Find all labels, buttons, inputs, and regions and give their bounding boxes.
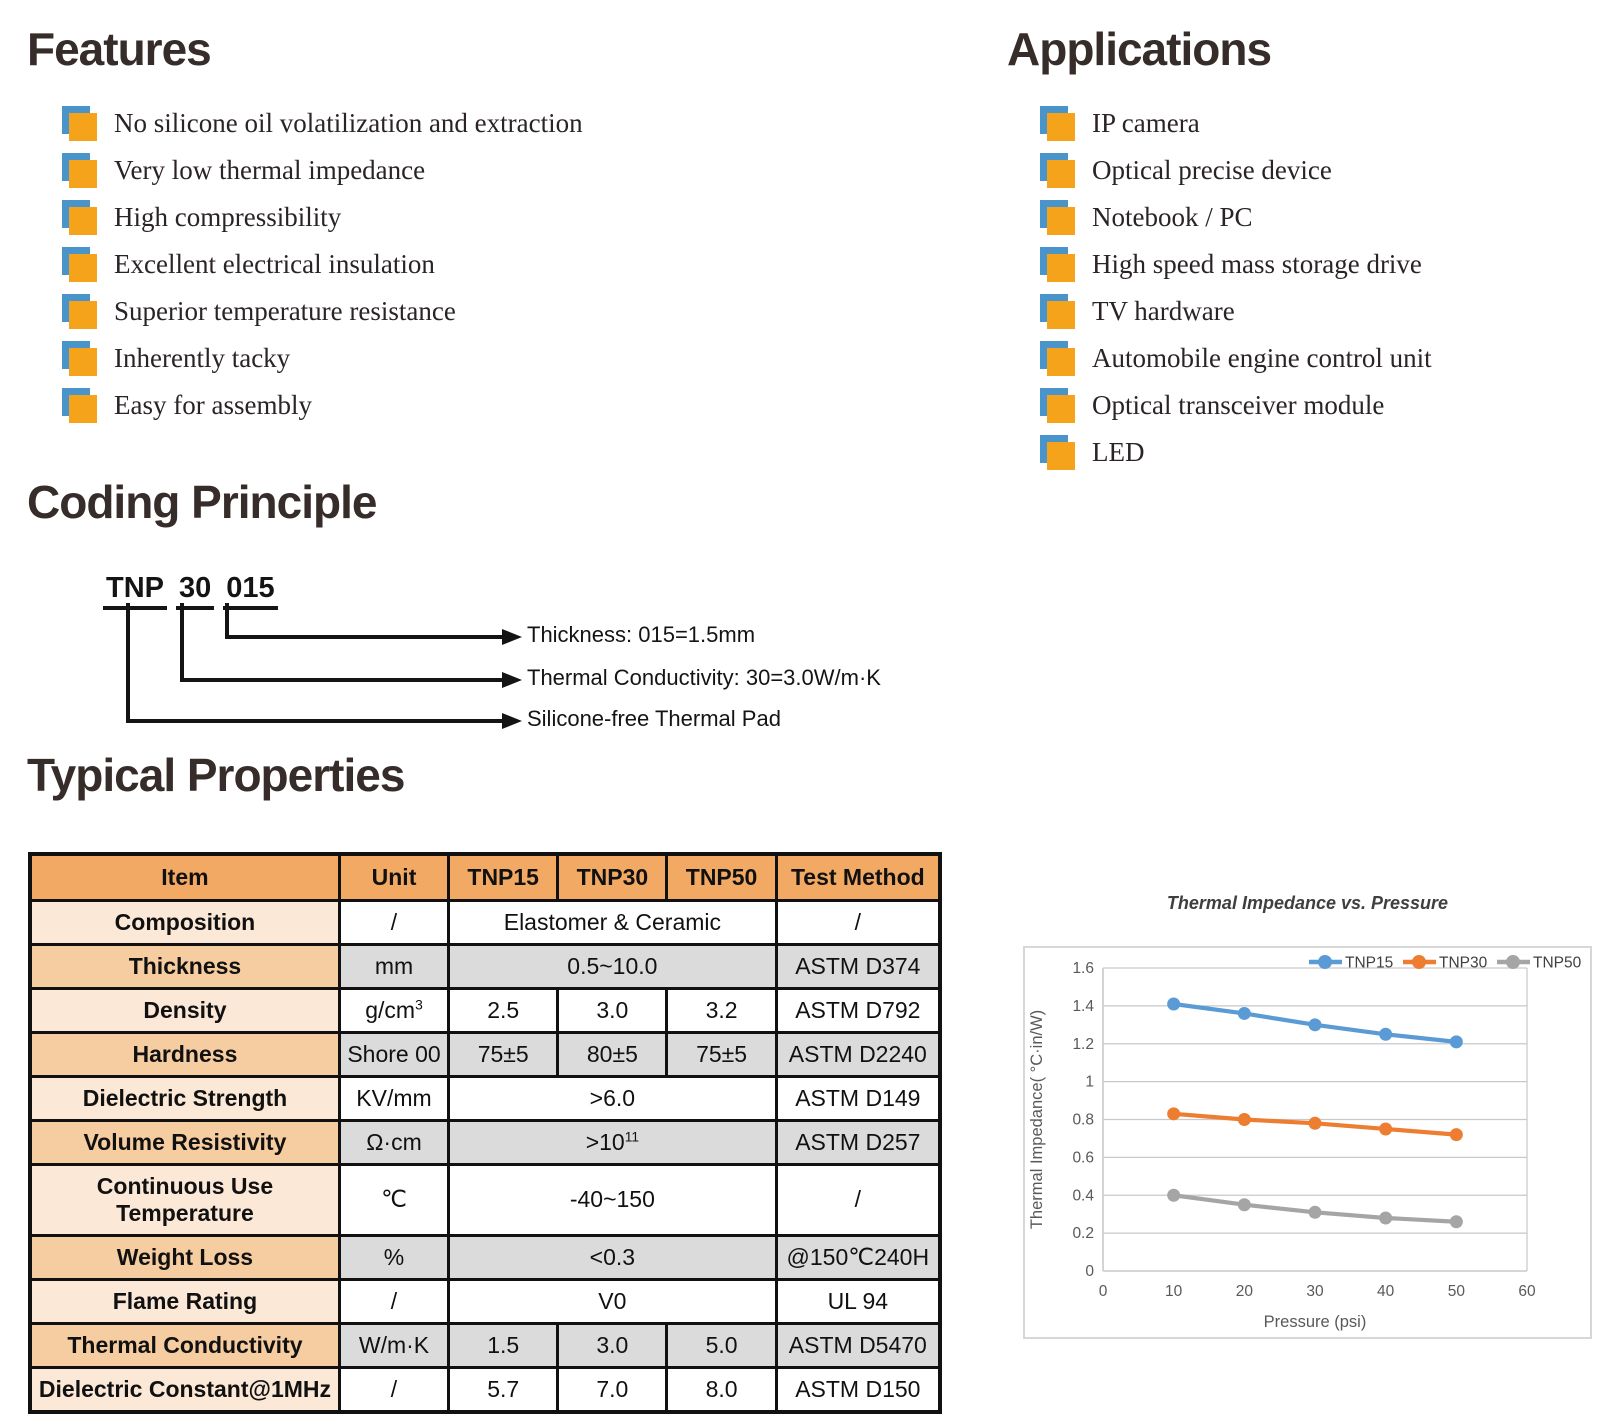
- square-bullet-icon: [62, 106, 98, 142]
- square-bullet-icon: [62, 388, 98, 424]
- square-bullet-icon: [62, 294, 98, 330]
- feature-item-label: No silicone oil volatilization and extraction: [114, 108, 583, 138]
- column-header: TNP50: [667, 854, 776, 901]
- test-method-cell: @150℃240H: [776, 1236, 940, 1280]
- thermal-impedance-chart: [1025, 948, 1590, 1337]
- applications-heading: Applications: [1007, 23, 1272, 75]
- arrowhead-icon: [502, 629, 522, 645]
- code-label-thickness: Thickness: 015=1.5mm: [527, 622, 756, 647]
- data-point-TNP30: [1450, 1128, 1463, 1141]
- table-row: [30, 1121, 940, 1165]
- leader-line-conductivity: [182, 603, 504, 680]
- typical-properties-heading: Typical Properties: [27, 749, 405, 801]
- x-tick-label: 20: [1235, 1283, 1253, 1300]
- square-bullet-icon: [1040, 200, 1076, 236]
- application-item-label: TV hardware: [1092, 296, 1235, 326]
- test-method-cell: ASTM D5470: [776, 1324, 940, 1368]
- test-method-cell: ASTM D149: [776, 1077, 940, 1121]
- value-span-cell: Elastomer & Ceramic: [449, 901, 777, 945]
- item-cell: Continuous Use Temperature: [30, 1165, 339, 1236]
- test-method-cell: ASTM D374: [776, 945, 940, 989]
- x-tick-label: 40: [1377, 1283, 1395, 1300]
- chart-title: Thermal Impedance vs. Pressure: [1166, 893, 1449, 913]
- unit-cell: Ω·cm: [339, 1121, 448, 1165]
- table-row: [30, 1077, 940, 1121]
- item-cell: Density: [30, 989, 339, 1033]
- application-item-label: IP camera: [1092, 108, 1200, 138]
- legend-marker-TNP50: [1506, 955, 1520, 969]
- table-row: [30, 1165, 940, 1236]
- y-tick-label: 0: [1085, 1263, 1094, 1280]
- y-tick-label: 1.4: [1072, 997, 1094, 1015]
- y-tick-label: 0.2: [1072, 1225, 1094, 1243]
- value-cell: 5.7: [449, 1368, 558, 1413]
- feature-item: [62, 194, 583, 241]
- data-point-TNP50: [1309, 1206, 1322, 1219]
- application-item: [1040, 100, 1432, 147]
- y-tick-label: 0.8: [1072, 1111, 1094, 1129]
- application-item: [1040, 147, 1432, 194]
- square-bullet-icon: [1040, 341, 1076, 377]
- unit-cell: $g/cm^3$: [339, 989, 448, 1033]
- y-tick-label: 0.4: [1072, 1187, 1094, 1205]
- data-point-TNP50: [1167, 1189, 1180, 1202]
- value-span-cell: -40~150: [449, 1165, 777, 1236]
- table-header: [30, 854, 940, 901]
- feature-item-label: High compressibility: [114, 202, 342, 232]
- table-row: [30, 1324, 940, 1368]
- application-item: [1040, 335, 1432, 382]
- legend-label-TNP15: TNP15: [1345, 954, 1394, 972]
- feature-item-label: Very low thermal impedance: [114, 155, 426, 185]
- feature-item-label: Superior temperature resistance: [114, 296, 456, 326]
- code-part-thickness: 015: [223, 572, 277, 610]
- unit-cell: /: [339, 901, 448, 945]
- test-method-cell: /: [776, 901, 940, 945]
- table-row: [30, 901, 940, 945]
- value-cell: 75±5: [667, 1033, 776, 1077]
- feature-item: [62, 382, 583, 429]
- application-item: [1040, 194, 1432, 241]
- feature-item-label: Excellent electrical insulation: [114, 249, 435, 279]
- data-point-TNP15: [1309, 1018, 1322, 1031]
- square-bullet-icon: [1040, 294, 1076, 330]
- value-cell: 75±5: [449, 1033, 558, 1077]
- arrowhead-icon: [502, 672, 522, 688]
- data-point-TNP50: [1379, 1211, 1392, 1224]
- feature-item-label: Inherently tacky: [114, 343, 291, 373]
- x-tick-label: 60: [1518, 1283, 1536, 1300]
- y-tick-label: 1.2: [1072, 1035, 1094, 1053]
- data-point-TNP30: [1309, 1117, 1322, 1130]
- table-row: [30, 945, 940, 989]
- application-item-label: Optical transceiver module: [1092, 390, 1385, 420]
- value-span-cell: $>10^{11}$: [449, 1121, 777, 1165]
- item-cell: Composition: [30, 901, 339, 945]
- square-bullet-icon: [1040, 247, 1076, 283]
- features-heading: Features: [27, 23, 211, 75]
- value-cell: 3.0: [558, 1324, 667, 1368]
- code-part-conductivity: 30: [176, 572, 214, 610]
- unit-cell: /: [339, 1368, 448, 1413]
- unit-cell: ℃: [339, 1165, 448, 1236]
- item-cell: Dielectric Strength: [30, 1077, 339, 1121]
- feature-item: [62, 241, 583, 288]
- unit-cell: KV/mm: [339, 1077, 448, 1121]
- test-method-cell: ASTM D2240: [776, 1033, 940, 1077]
- unit-cell: Shore 00: [339, 1033, 448, 1077]
- feature-item-label: Easy for assembly: [114, 390, 312, 420]
- coding-diagram-lines: [98, 603, 538, 733]
- feature-item: [62, 100, 583, 147]
- value-span-cell: 0.5~10.0: [449, 945, 777, 989]
- item-cell: Weight Loss: [30, 1236, 339, 1280]
- table-row: [30, 989, 940, 1033]
- data-point-TNP50: [1450, 1215, 1463, 1228]
- value-cell: 5.0: [667, 1324, 776, 1368]
- feature-item: [62, 335, 583, 382]
- item-cell: Thermal Conductivity: [30, 1324, 339, 1368]
- square-bullet-icon: [62, 247, 98, 283]
- table-row: [30, 1368, 940, 1413]
- value-cell: 2.5: [449, 989, 558, 1033]
- application-item: [1040, 241, 1432, 288]
- value-span-cell: >6.0: [449, 1077, 777, 1121]
- square-bullet-icon: [1040, 435, 1076, 471]
- application-item-label: Notebook / PC: [1092, 202, 1253, 232]
- y-tick-label: 0.6: [1072, 1149, 1094, 1167]
- unit-cell: /: [339, 1280, 448, 1324]
- column-header: TNP15: [449, 854, 558, 901]
- coding-principle-heading: Coding Principle: [27, 476, 377, 528]
- data-point-TNP15: [1167, 997, 1180, 1010]
- data-point-TNP30: [1379, 1122, 1392, 1135]
- application-item: [1040, 429, 1432, 476]
- y-axis-title: Thermal Impedance( °C·in/W): [1028, 1009, 1046, 1230]
- square-bullet-icon: [1040, 153, 1076, 189]
- unit-cell: %: [339, 1236, 448, 1280]
- data-point-TNP30: [1238, 1113, 1251, 1126]
- unit-cell: W/m·K: [339, 1324, 448, 1368]
- y-tick-label: 1.6: [1072, 960, 1094, 977]
- square-bullet-icon: [1040, 106, 1076, 142]
- test-method-cell: ASTM D150: [776, 1368, 940, 1413]
- legend-marker-TNP15: [1318, 955, 1332, 969]
- item-cell: Volume Resistivity: [30, 1121, 339, 1165]
- properties-table: [28, 852, 942, 1414]
- square-bullet-icon: [62, 341, 98, 377]
- value-cell: 7.0: [558, 1368, 667, 1413]
- code-label-conductivity: Thermal Conductivity: 30=3.0W/m·K: [527, 665, 881, 690]
- x-tick-label: 0: [1098, 1283, 1108, 1300]
- column-header: Test Method: [776, 854, 940, 901]
- legend-label-TNP30: TNP30: [1439, 954, 1488, 972]
- x-tick-label: 50: [1447, 1283, 1465, 1300]
- x-tick-label: 30: [1306, 1283, 1324, 1300]
- value-span-cell: V0: [449, 1280, 777, 1324]
- item-cell: Flame Rating: [30, 1280, 339, 1324]
- chart-panel: [1023, 946, 1592, 1339]
- applications-list: [1040, 100, 1432, 476]
- features-list: [62, 100, 583, 429]
- unit-cell: mm: [339, 945, 448, 989]
- item-cell: Dielectric Constant@1MHz: [30, 1368, 339, 1413]
- data-point-TNP30: [1167, 1107, 1180, 1120]
- value-cell: 1.5: [449, 1324, 558, 1368]
- table-row: [30, 1236, 940, 1280]
- test-method-cell: /: [776, 1165, 940, 1236]
- square-bullet-icon: [1040, 388, 1076, 424]
- item-cell: Hardness: [30, 1033, 339, 1077]
- application-item: [1040, 382, 1432, 429]
- leader-line-pad: [128, 603, 504, 721]
- y-tick-label: 1: [1085, 1073, 1094, 1091]
- data-point-TNP15: [1450, 1035, 1463, 1048]
- arrowhead-icon: [502, 713, 522, 729]
- data-point-TNP15: [1238, 1007, 1251, 1020]
- application-item-label: High speed mass storage drive: [1092, 249, 1422, 279]
- square-bullet-icon: [62, 153, 98, 189]
- test-method-cell: UL 94: [776, 1280, 940, 1324]
- leader-line-thickness: [227, 603, 504, 637]
- test-method-cell: ASTM D257: [776, 1121, 940, 1165]
- table-body: [30, 901, 940, 1413]
- x-axis-title: Pressure (psi): [1263, 1313, 1367, 1331]
- feature-item: [62, 288, 583, 335]
- legend-label-TNP50: TNP50: [1533, 954, 1582, 972]
- square-bullet-icon: [62, 200, 98, 236]
- value-cell: 8.0: [667, 1368, 776, 1413]
- code-part-series: TNP: [103, 572, 167, 610]
- value-cell: 3.2: [667, 989, 776, 1033]
- legend-marker-TNP30: [1412, 955, 1426, 969]
- x-tick-label: 10: [1165, 1283, 1183, 1300]
- header-row: [30, 854, 940, 901]
- application-item-label: Optical precise device: [1092, 155, 1332, 185]
- value-cell: 3.0: [558, 989, 667, 1033]
- column-header: Item: [30, 854, 339, 901]
- data-point-TNP50: [1238, 1198, 1251, 1211]
- data-point-TNP15: [1379, 1028, 1392, 1041]
- column-header: Unit: [339, 854, 448, 901]
- code-label-pad: Silicone-free Thermal Pad: [527, 706, 781, 731]
- application-item-label: LED: [1092, 437, 1145, 467]
- column-header: TNP30: [558, 854, 667, 901]
- table-row: [30, 1280, 940, 1324]
- value-cell: 80±5: [558, 1033, 667, 1077]
- item-cell: Thickness: [30, 945, 339, 989]
- application-item-label: Automobile engine control unit: [1092, 343, 1432, 373]
- test-method-cell: ASTM D792: [776, 989, 940, 1033]
- application-item: [1040, 288, 1432, 335]
- feature-item: [62, 147, 583, 194]
- table-row: [30, 1033, 940, 1077]
- value-span-cell: <0.3: [449, 1236, 777, 1280]
